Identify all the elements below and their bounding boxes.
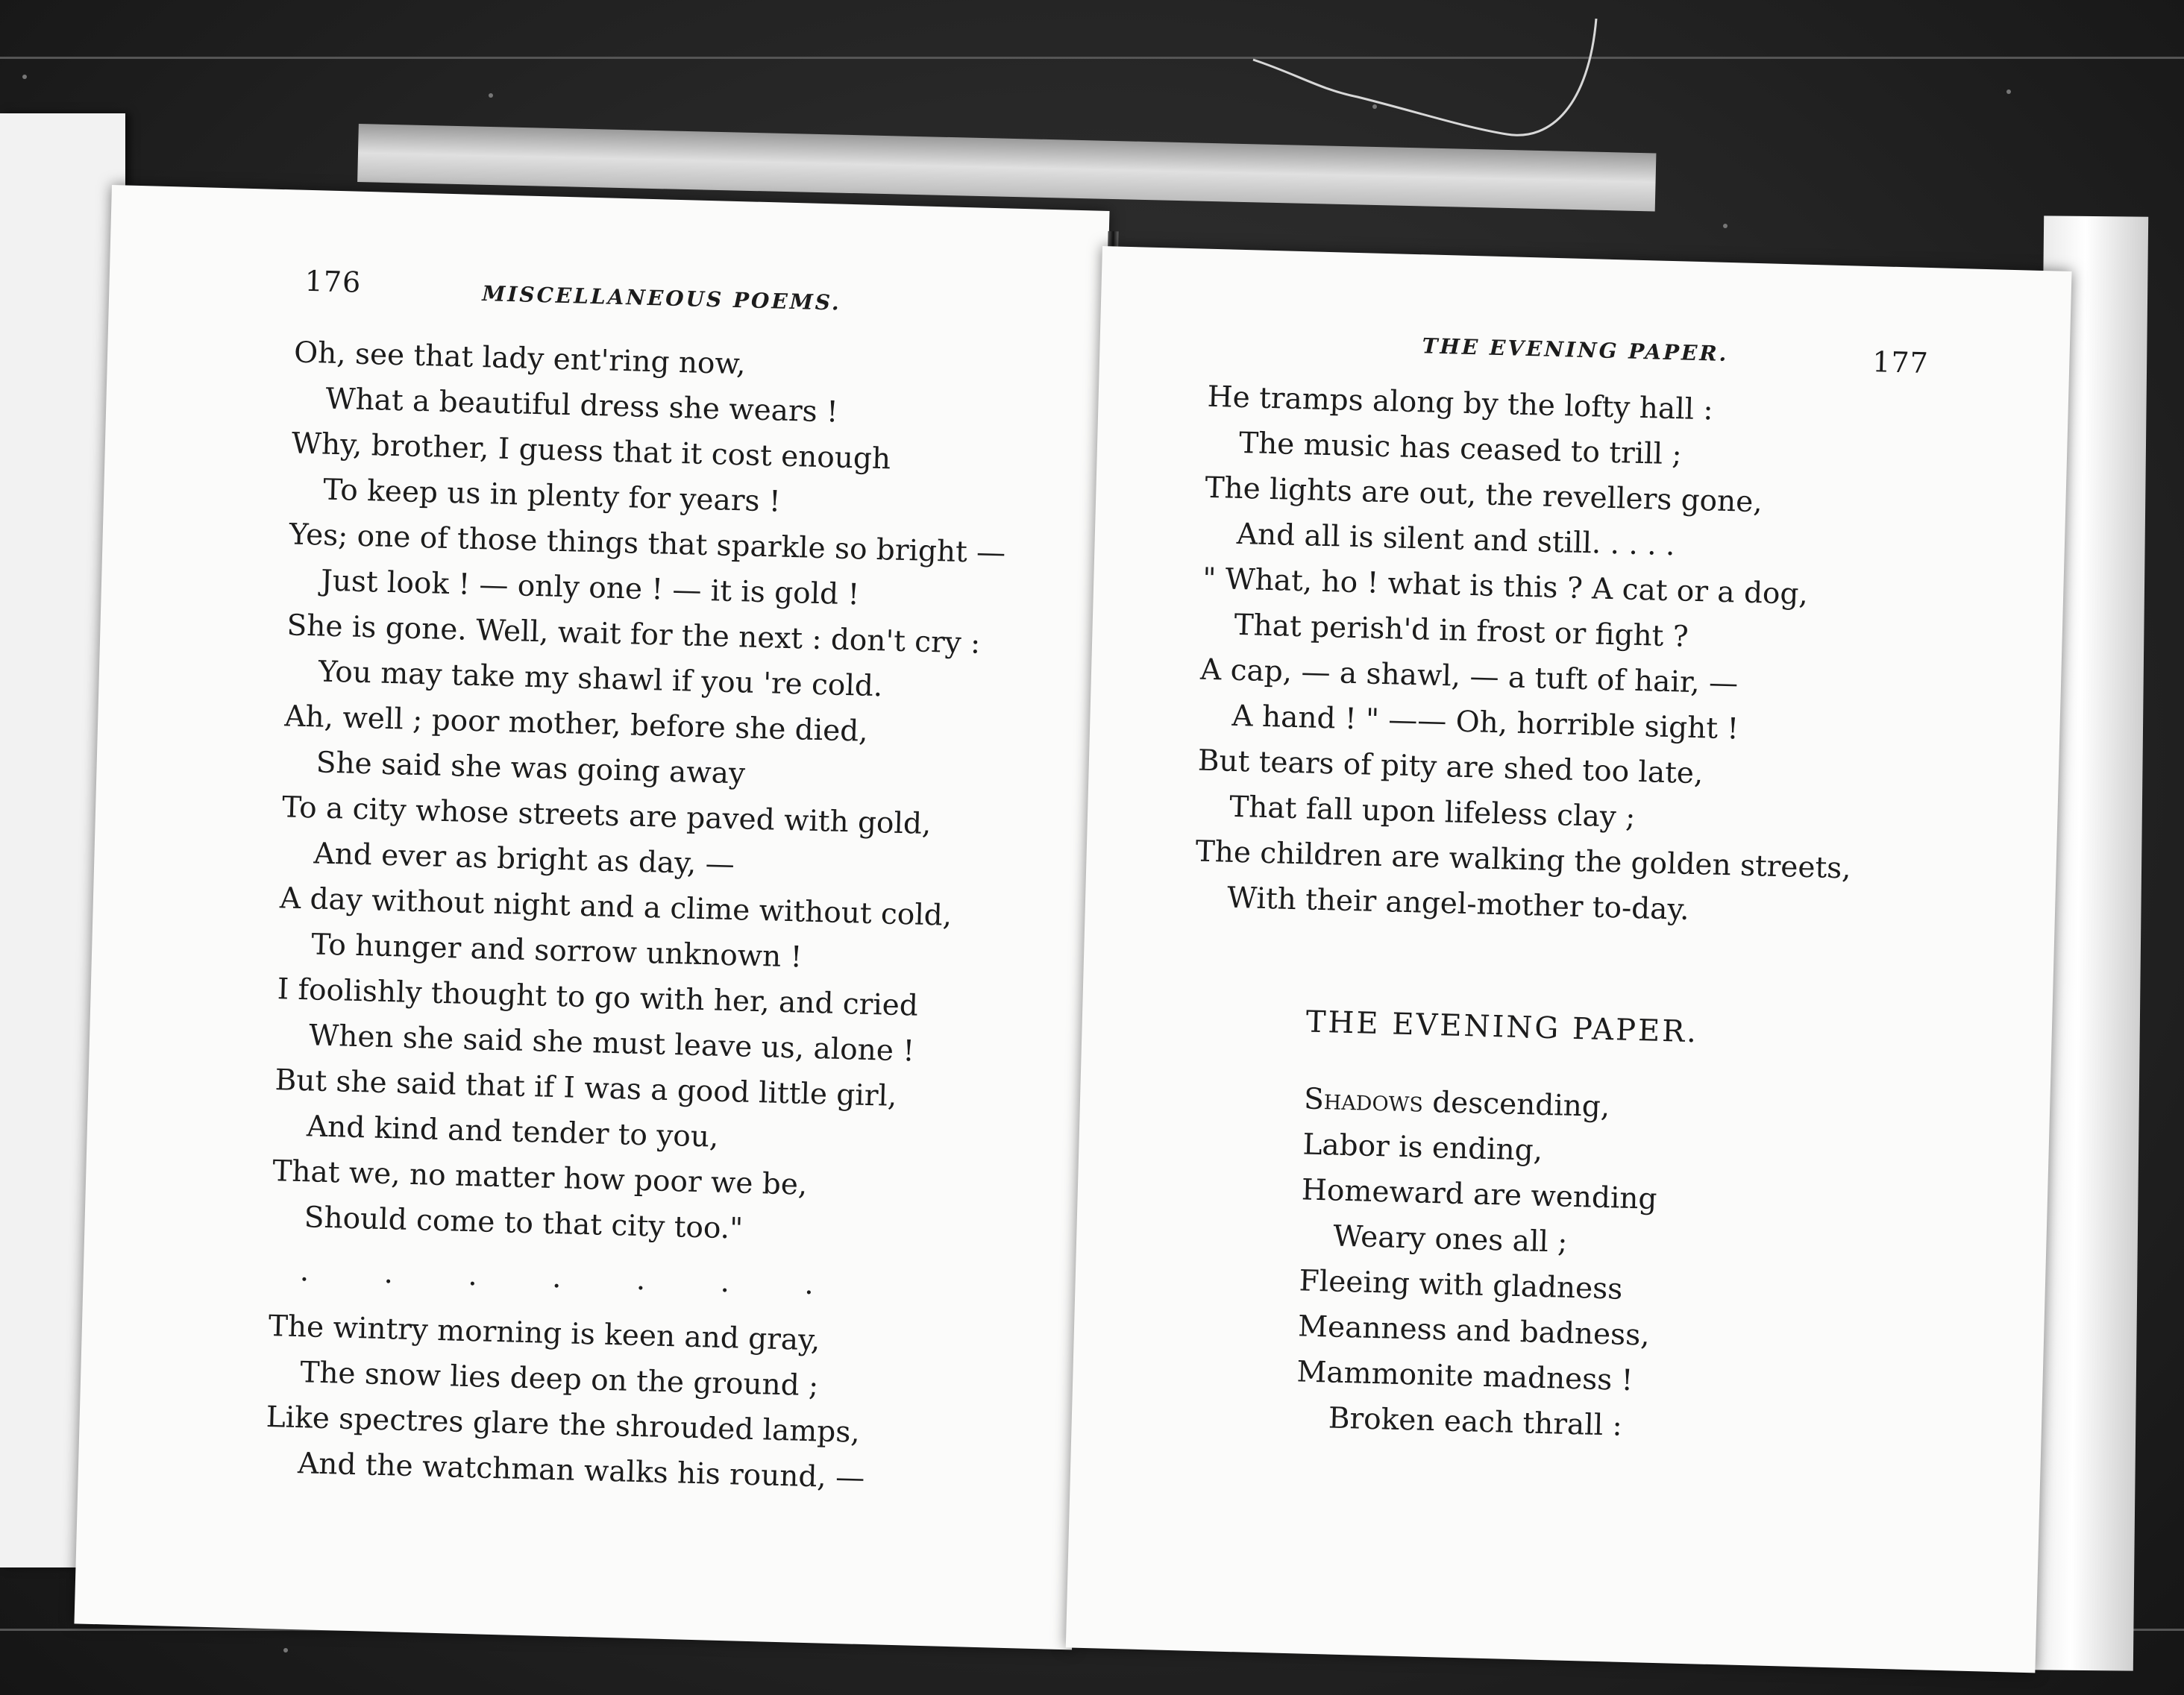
dust-speck — [22, 75, 27, 79]
poem-line: A day without night and a clime without cold, — [279, 881, 953, 933]
poem-line: Broken each thrall : — [1328, 1401, 1623, 1443]
poem-line: The children are walking the golden streets, — [1195, 834, 1852, 886]
poem-line-lead: Shadows — [1303, 1082, 1424, 1119]
poem-line: Why, brother, I guess that it cost enough — [291, 427, 891, 477]
page-number: 176 — [304, 264, 362, 299]
poem-line: To keep us in plenty for years ! — [322, 473, 782, 519]
running-head: THE EVENING PAPER. — [1422, 333, 1729, 367]
poem-line: She said she was going away — [316, 746, 746, 791]
poem-line: The snow lies deep on the ground ; — [299, 1356, 819, 1403]
poem-line-rest: descending, — [1422, 1085, 1610, 1125]
dust-speck — [1723, 224, 1728, 228]
poem-line: But she said that if I was a good little girl, — [274, 1063, 897, 1113]
poem-line: The wintry morning is keen and gray, — [268, 1309, 820, 1358]
poem-line: Like spectres glare the shrouded lamps, — [266, 1400, 861, 1450]
poem-line: What a beautiful dress she wears ! — [324, 382, 839, 430]
poem-stanza — [271, 330, 1011, 1258]
poem-line: Meanness and badness, — [1297, 1309, 1651, 1353]
poem-stanza — [1193, 374, 1863, 937]
poem-line: A cap, — a shawl, — a tuft of hair, — — [1199, 652, 1739, 701]
poem-line: That we, no matter how poor we be, — [272, 1154, 808, 1202]
poem-line: That fall upon lifeless clay ; — [1228, 790, 1636, 834]
dust-speck — [489, 93, 493, 98]
poem-line: To a city whose streets are paved with gold, — [281, 790, 932, 842]
poem-line: Should come to that city too." — [304, 1201, 744, 1246]
page-number: 177 — [1871, 345, 1930, 380]
dust-speck — [2006, 89, 2011, 94]
dust-speck — [283, 1648, 288, 1652]
film-edge-top — [0, 57, 2184, 59]
poem-line: With their angel-mother to-day. — [1226, 881, 1690, 927]
section-separator: . . . . . . . — [299, 1254, 847, 1303]
running-head: MISCELLANEOUS POEMS. — [481, 281, 842, 315]
poem-line: Labor is ending, — [1302, 1128, 1543, 1168]
poem-line: She is gone. Well, wait for the next : don't cry : — [286, 608, 981, 661]
left-page — [74, 185, 1109, 1650]
poem-line: To hunger and sorrow unknown ! — [310, 928, 803, 975]
poem-line: Fleeing with gladness — [1299, 1264, 1623, 1306]
poem-line: Just look ! — only one ! — it is gold ! — [320, 564, 860, 612]
poem-line: You may take my shawl if you 're cold. — [318, 655, 883, 704]
poem-line: Ah, well ; poor mother, before she died, — [283, 699, 869, 749]
poem-line: And the watchman walks his round, — — [297, 1447, 865, 1496]
right-page — [1066, 246, 2072, 1673]
poem-line: Oh, see that lady ent'ring now, — [293, 336, 747, 382]
poem-line: And ever as bright as day, — — [313, 837, 735, 882]
poem-line: But tears of pity are shed too late, — [1197, 743, 1704, 791]
poem-line: The lights are out, the revellers gone, — [1204, 471, 1763, 520]
poem-line: And kind and tender to you, — [306, 1110, 719, 1154]
poem-line: Yes; one of those things that sparkle so bright — — [289, 518, 1006, 570]
poem-line: That perish'd in frost or fight ? — [1234, 608, 1689, 654]
poem-line: He tramps along by the lofty hall : — [1207, 380, 1714, 427]
poem-line: When she said she must leave us, alone ! — [308, 1019, 915, 1069]
poem-line: Homeward are wending — [1301, 1173, 1658, 1216]
poem-title: THE EVENING PAPER. — [1305, 1004, 1699, 1050]
poem-stanza — [1295, 1076, 1660, 1449]
poem-line: And all is silent and still. . . . . — [1236, 517, 1676, 563]
poem-stanza — [264, 1304, 868, 1501]
poem-line: " What, ho ! what is this ? A cat or a dog, — [1202, 562, 1809, 611]
hair-fiber — [1238, 15, 1626, 149]
poem-line: A hand ! " —— Oh, horrible sight ! — [1231, 699, 1739, 746]
poem-line: The music has ceased to trill ; — [1238, 426, 1683, 472]
poem-line: I foolishly thought to go with her, and cried — [277, 972, 919, 1023]
poem-line: Mammonite madness ! — [1296, 1355, 1634, 1398]
poem-line: Weary ones all ; — [1332, 1219, 1568, 1260]
